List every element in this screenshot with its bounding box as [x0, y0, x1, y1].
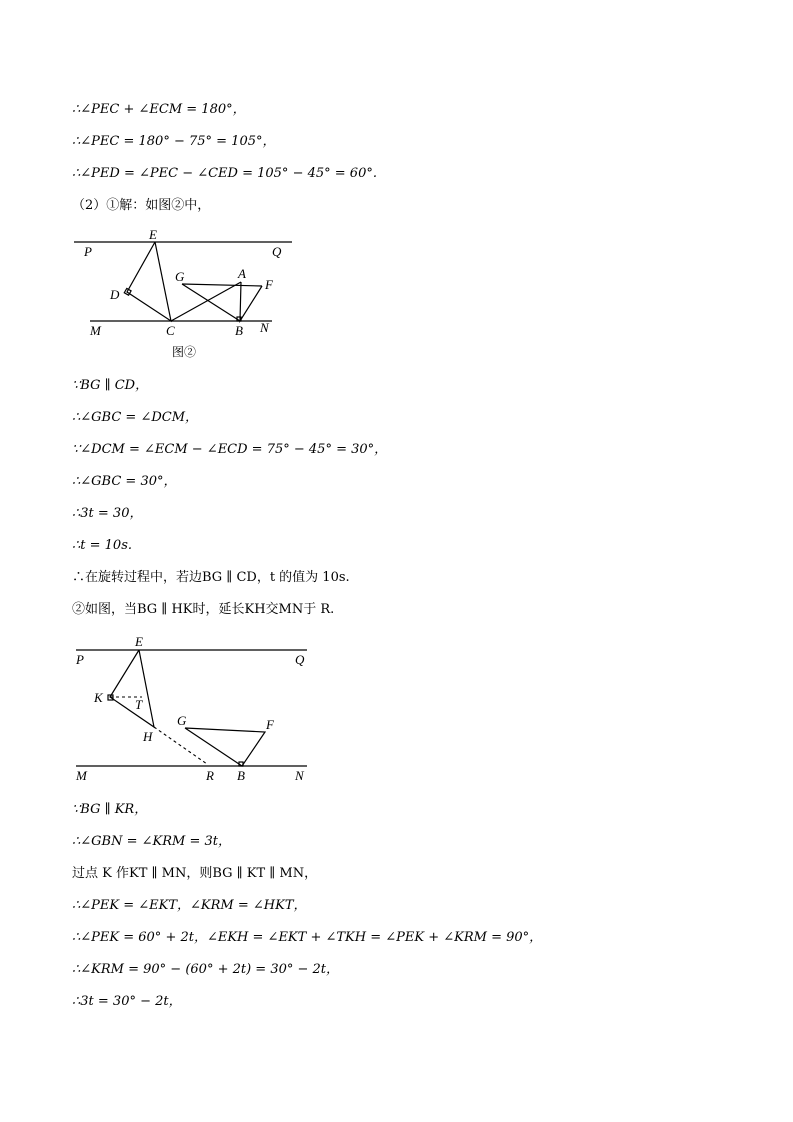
text-line-10: ∴t = 10s. — [72, 538, 132, 553]
text-line-13: ∵BG ∥ KR， — [72, 802, 148, 817]
label-Q: Q — [295, 652, 305, 667]
text-line-7: ∵∠DCM = ∠ECM − ∠ECD = 75° − 45° = 30°， — [72, 442, 388, 457]
label-M: M — [90, 323, 101, 338]
label-F: F — [265, 277, 273, 292]
text-line-17: ∴∠PEK = 60° + 2t，∠EKH = ∠EKT + ∠TKH = ∠PEK + ∠KRM = 90°， — [72, 930, 543, 945]
label-G: G — [175, 269, 185, 284]
label-B: B — [235, 323, 243, 338]
label-N: N — [260, 320, 269, 335]
text-line-19: ∴3t = 30° − 2t， — [72, 994, 182, 1009]
label-R: R — [206, 768, 214, 783]
label-K: K — [94, 690, 103, 705]
label-N: N — [295, 768, 304, 783]
rotation-diagram — [72, 633, 312, 792]
text-line-8: ∴∠GBC = 30°， — [72, 474, 177, 489]
text-line-12: ②如图，当BG ∥ HK时，延长KH交MN于 R. — [72, 602, 335, 617]
label-M: M — [76, 768, 87, 783]
text-line-6: ∴∠GBC = ∠DCM， — [72, 410, 199, 425]
label-F: F — [266, 717, 274, 732]
text-line-4: （2）①解：如图②中， — [72, 198, 211, 213]
label-P: P — [84, 244, 92, 259]
text-line-1: ∴∠PEC + ∠ECM = 180°， — [72, 102, 246, 117]
label-H: H — [143, 729, 153, 744]
label-P: P — [76, 652, 84, 667]
text-line-15: 过点 K 作KT ∥ MN，则BG ∥ KT ∥ MN， — [72, 866, 318, 881]
figure-caption: 图② — [172, 345, 197, 359]
text-line-9: ∴3t = 30， — [72, 506, 143, 521]
figure-2-diagram — [72, 225, 292, 369]
label-C: C — [166, 323, 175, 338]
text-line-14: ∴∠GBN = ∠KRM = 3t， — [72, 834, 231, 849]
text-line-2: ∴∠PEC = 180° − 75° = 105°， — [72, 134, 276, 149]
label-D: D — [110, 287, 120, 302]
label-G: G — [177, 713, 187, 728]
text-line-18: ∴∠KRM = 90° − (60° + 2t) = 30° − 2t， — [72, 962, 340, 977]
label-B: B — [237, 768, 245, 783]
text-line-5: ∵BG ∥ CD， — [72, 378, 149, 393]
label-T: T — [135, 697, 143, 712]
label-Q: Q — [272, 244, 282, 259]
label-E: E — [135, 634, 143, 649]
text-line-11: ∴在旋转过程中，若边BG ∥ CD，t 的值为 10s. — [72, 570, 350, 585]
text-line-3: ∴∠PED = ∠PEC − ∠CED = 105° − 45° = 60°. — [72, 166, 377, 181]
text-line-16: ∴∠PEK = ∠EKT，∠KRM = ∠HKT， — [72, 898, 307, 913]
label-A: A — [238, 266, 246, 281]
label-E: E — [149, 227, 157, 242]
